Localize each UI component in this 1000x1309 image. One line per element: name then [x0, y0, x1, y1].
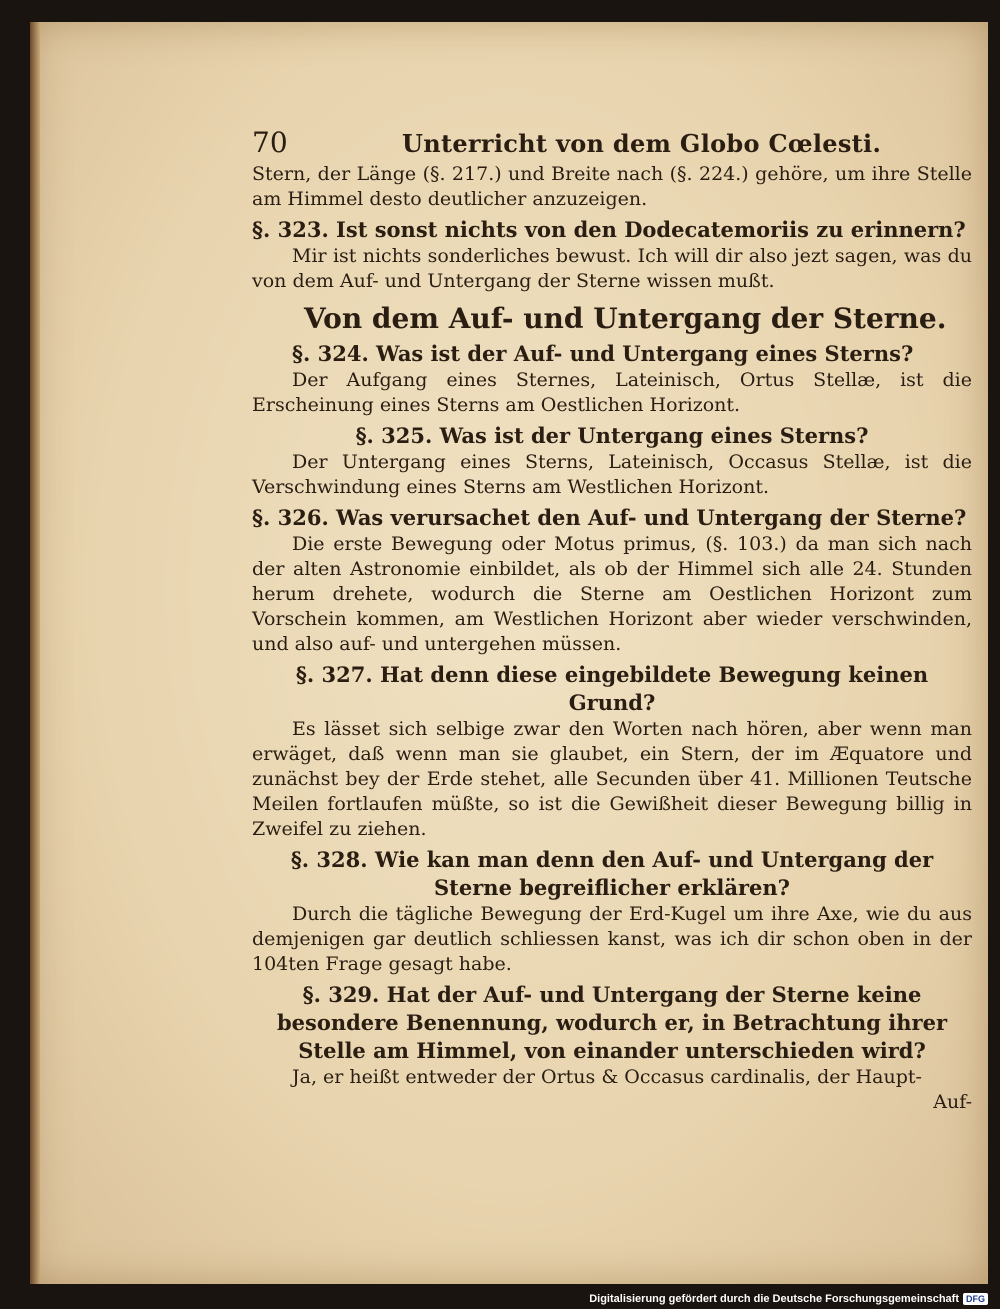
answer-paragraph: Durch die tägliche Bewegung der Erd-Kugel um ihre Axe, wie du aus demjenigen gar deutlich schliessen kanst, was ich dir schon oben in der 104ten Frage gesagt habe.	[252, 903, 972, 975]
text-blocks	[252, 162, 972, 1115]
question-heading: §. 326. Was verursachet den Auf- und Untergang der Sterne?	[252, 505, 967, 530]
catchword: Auf-	[933, 1091, 972, 1113]
running-head: Unterricht von dem Globo Cœlesti.	[402, 129, 882, 158]
scanned-page	[30, 22, 988, 1284]
question-heading: §. 329. Hat der Auf- und Untergang der Sterne keine besondere Benennung, wodurch er, in Betrachtung ihrer Stelle am Himmel, von einander unterschieden wird?	[276, 982, 948, 1063]
answer-paragraph: Mir ist nichts sonderliches bewust. Ich will dir also jezt sagen, was du von dem Auf- und Untergang der Sterne wissen mußt.	[252, 245, 972, 292]
answer-paragraph: Ja, er heißt entweder der Ortus & Occasus cardinalis, der Haupt-	[292, 1066, 922, 1088]
page-text	[252, 126, 972, 1115]
question-heading: §. 324. Was ist der Auf- und Untergang eines Sterns?	[292, 341, 914, 366]
dfg-logo: DFG	[963, 1293, 988, 1305]
footer-text: Digitalisierung gefördert durch die Deutsche Forschungsgemeinschaft	[589, 1293, 959, 1305]
footer-credit	[589, 1293, 988, 1305]
question-heading: §. 325. Was ist der Untergang eines Sterns?	[355, 423, 869, 448]
answer-paragraph: Der Aufgang eines Sternes, Lateinisch, Ortus Stellæ, ist die Erscheinung eines Sterns am Oestlichen Horizont.	[252, 369, 972, 416]
page-header	[252, 126, 972, 159]
answer-paragraph: Es lässet sich selbige zwar den Worten nach hören, aber wenn man erwäget, daß wenn man sie glaubet, ein Stern, der im Æquatore und zunächst bey der Erde stehet, alle Secunden über 41. Millionen Teutsche Meilen fortlaufen müßte, so ist die Gewißheit dieser Bewegung billig in Zweifel zu ziehen.	[252, 718, 972, 840]
answer-paragraph: Der Untergang eines Sterns, Lateinisch, Occasus Stellæ, ist die Verschwindung eines Sterns am Westlichen Horizont.	[252, 451, 972, 498]
answer-paragraph: Die erste Bewegung oder Motus primus, (§. 103.) da man sich nach der alten Astronomie einbildet, als ob der Himmel sich alle 24. Stunden herum drehete, wodurch die Sterne am Oestlichen Horizont zum Vorschein kommen, am Westlichen Horizont aber wieder verschwinden, und also auf- und untergehen müssen.	[252, 533, 972, 655]
page-gutter	[30, 22, 40, 1284]
page-number: 70	[252, 126, 288, 159]
body-paragraph: Stern, der Länge (§. 217.) und Breite nach (§. 224.) gehöre, um ihre Stelle am Himmel desto deutlicher anzuzeigen.	[252, 163, 972, 210]
section-title: Von dem Auf- und Untergang der Sterne.	[304, 302, 947, 335]
question-heading: §. 327. Hat denn diese eingebildete Bewegung keinen Grund?	[295, 662, 929, 715]
question-heading: §. 328. Wie kan man denn den Auf- und Untergang der Sterne begreiflicher erklären?	[290, 847, 934, 900]
question-heading: §. 323. Ist sonst nichts von den Dodecatemoriis zu erinnern?	[252, 217, 966, 242]
